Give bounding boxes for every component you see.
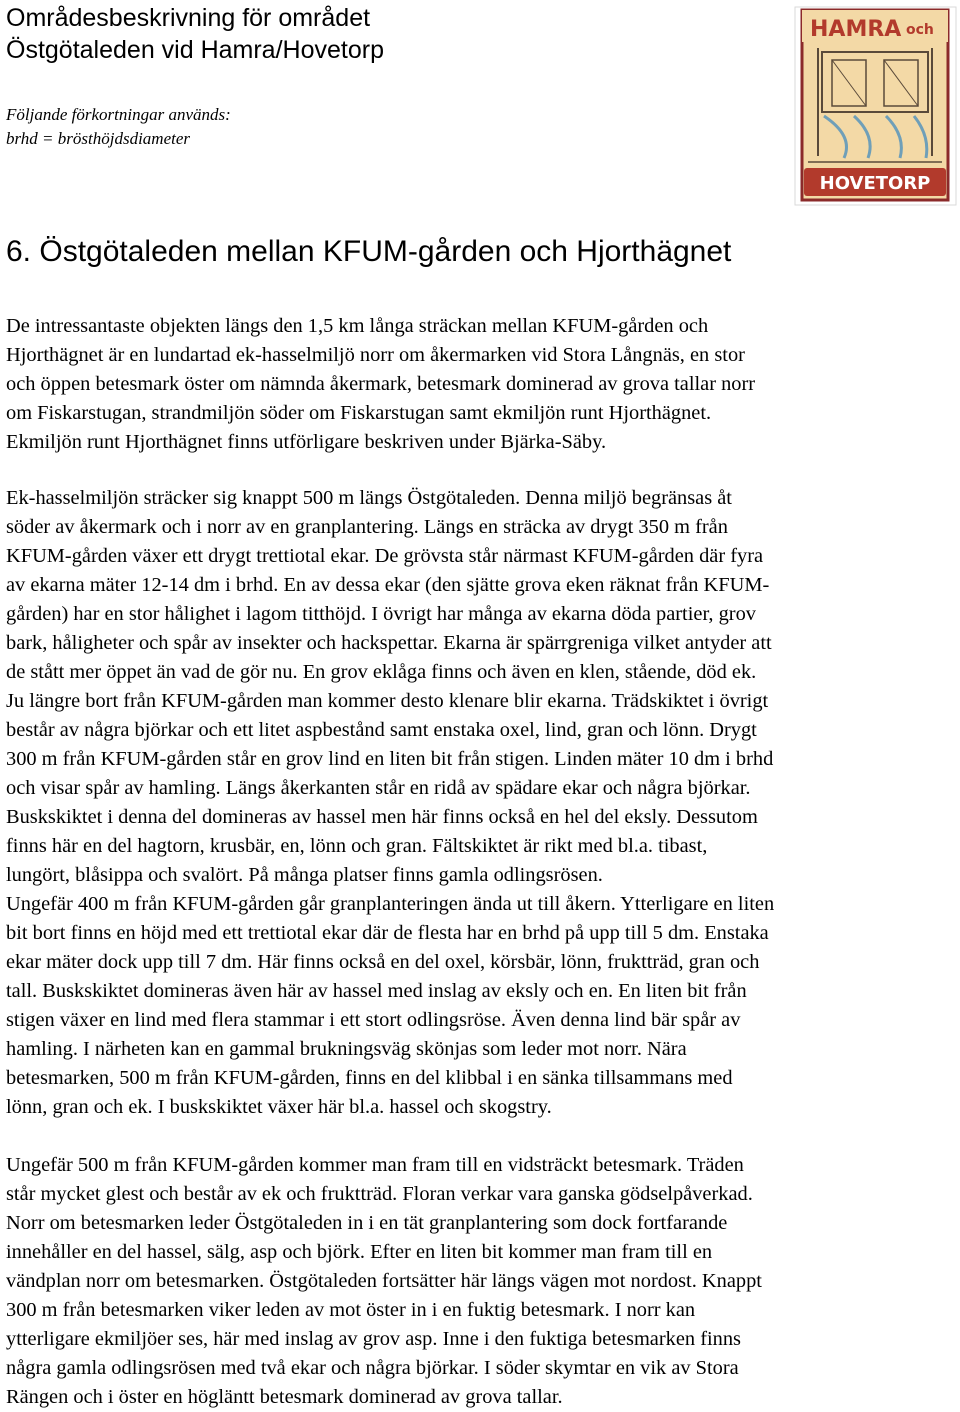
text-line: ytterligare ekmiljöer ses, här med inslag av grov asp. Inne i den fuktiga betesmarken finns (6, 1328, 741, 1350)
text-line: Norr om betesmarken leder Östgötaleden in i en tät granplantering som dock fortfarande (6, 1212, 728, 1234)
text-line: finns här en del hagtorn, krusbär, en, lönn och gran. Fältskiktet är rikt med bl.a. tibast, (6, 835, 708, 857)
text-line: stigen växer en lind med flera stammar i ett stort odlingsröse. Även denna lind bär spår av (6, 1009, 741, 1031)
logo-top-small-text: och (906, 22, 934, 38)
text-line: Ekmiljön runt Hjorthägnet finns utförligare beskriven under Bjärka-Säby. (6, 431, 607, 453)
text-line: av ekarna mäter 12-14 dm i brhd. En av dessa ekar (den sjätte grova eken räknat från KFUM- (6, 574, 770, 596)
text-line: Buskskiktet i denna del domineras av hassel men här finns också en hel del eksly. Dessutom (6, 806, 758, 828)
logo-top-text: HAMRA (810, 17, 902, 42)
abbreviation-item: brhd = brösthöjdsdiameter (6, 129, 191, 148)
text-line: hamling. I närheten kan en gammal brukningsväg skönjas som leder mot norr. Nära (6, 1038, 687, 1060)
logo-top-banner (802, 10, 948, 42)
text-line: Ek-hasselmiljön sträcker sig knappt 500 m längs Östgötaleden. Denna miljö begränsas åt (6, 487, 732, 509)
section-heading: 6. Östgötaleden mellan KFUM-gården och Hjorthägnet (6, 235, 732, 268)
paragraph-overview (6, 312, 956, 457)
text-line: Rängen och i öster en högläntt betesmark dominerad av grova tallar. (6, 1386, 563, 1408)
text-line: söder av åkermark och i norr av en granplantering. Längs en sträcka av drygt 350 m från (6, 516, 728, 538)
text-line: betesmarken, 500 m från KFUM-gården, finns en del klibbal i en sänka tillsammans med (6, 1067, 733, 1089)
text-line: Ju längre bort från KFUM-gården man kommer desto klenare blir ekarna. Trädskiktet i övrigt (6, 690, 769, 712)
text-line: Hjorthägnet är en lundartad ek-hasselmiljö norr om åkermarken vid Stora Långnäs, en stor (6, 344, 745, 366)
text-line: De intressantaste objekten längs den 1,5 km långa sträckan mellan KFUM-gården och (6, 315, 709, 337)
title-line: Områdesbeskrivning för området (6, 4, 371, 32)
text-line: Ungefär 500 m från KFUM-gården kommer man fram till en vidsträckt betesmark. Träden (6, 1154, 744, 1176)
text-line: lungört, blåsippa och svalört. På många platser finns gamla odlingsrösen. (6, 864, 603, 886)
text-line: tall. Buskskiktet domineras även här av hassel med inslag av eksly och en. En liten bit från (6, 980, 747, 1002)
text-line: består av några björkar och ett litet aspbestånd samt enstaka oxel, lind, gran och lönn. Drygt (6, 719, 757, 741)
text-line: står mycket glest och består av ek och fruktträd. Floran verkar vara ganska gödselpåverkad. (6, 1183, 753, 1205)
text-line: ekar mäter dock upp till 7 dm. Här finns också en del oxel, körsbär, lönn, fruktträd, gran och (6, 951, 760, 973)
text-line: innehåller en del hassel, sälg, asp och björk. Efter en liten bit kommer man fram till en (6, 1241, 713, 1263)
paragraph-betesmark (6, 1151, 956, 1412)
text-line: lönn, gran och ek. I buskskiktet växer här bl.a. hassel och skogstry. (6, 1096, 552, 1118)
text-line: och öppen betesmark öster om nämnda åkermark, betesmark dominerad av grova tallar norr (6, 373, 756, 395)
abbreviation-intro: Följande förkortningar används: (6, 105, 231, 124)
logo-bottom-banner (804, 168, 946, 196)
text-line: 300 m från KFUM-gården står en grov lind en liten bit från stigen. Linden mäter 10 dm i brhd (6, 748, 774, 770)
text-line: KFUM-gården växer ett drygt trettiotal ekar. De grövsta står närmast KFUM-gården där fyra (6, 545, 764, 567)
text-line: några gamla odlingsrösen med två ekar och några björkar. I söder skymtar en vik av Stora (6, 1357, 739, 1379)
title-line: Östgötaleden vid Hamra/Hovetorp (6, 36, 384, 64)
text-line: Ungefär 400 m från KFUM-gården går granplanteringen ända ut till åkern. Ytterligare en liten (6, 893, 775, 915)
logo-bottom-text: HOVETORP (819, 173, 931, 194)
text-line: om Fiskarstugan, strandmiljön söder om Fiskarstugan samt ekmiljön runt Hjorthägnet. (6, 402, 712, 424)
text-line: bit bort finns en höjd med ett trettiotal ekar där de flesta har en brhd på upp till 5 dm. Enstaka (6, 922, 769, 944)
text-line: vändplan norr om betesmarken. Östgötaleden fortsätter här längs vägen mot nordost. Knappt (6, 1270, 762, 1292)
paragraph-ek-hasselmiljo (6, 484, 956, 1122)
text-line: 300 m från betesmarken viker leden av mot öster in i en fuktig betesmark. I norr kan (6, 1299, 696, 1321)
text-line: och visar spår av hamling. Längs åkerkanten står en ridå av spädare ekar och några björkar. (6, 777, 751, 799)
document-title (6, 2, 766, 66)
text-line: de stått mer öppet än vad de gör nu. En grov eklåga finns och även en klen, stående, död ek. (6, 661, 757, 683)
text-line: gården) har en stor hålighet i lagom titthöjd. I övrigt har många av ekarna döda partier, grov (6, 603, 756, 625)
abbreviations-note (6, 103, 766, 151)
hamra-hovetorp-logo (794, 6, 957, 206)
text-line: bark, håligheter och spår av insekter och hackspettar. Ekarna är spärrgreniga vilket antyder att (6, 632, 772, 654)
